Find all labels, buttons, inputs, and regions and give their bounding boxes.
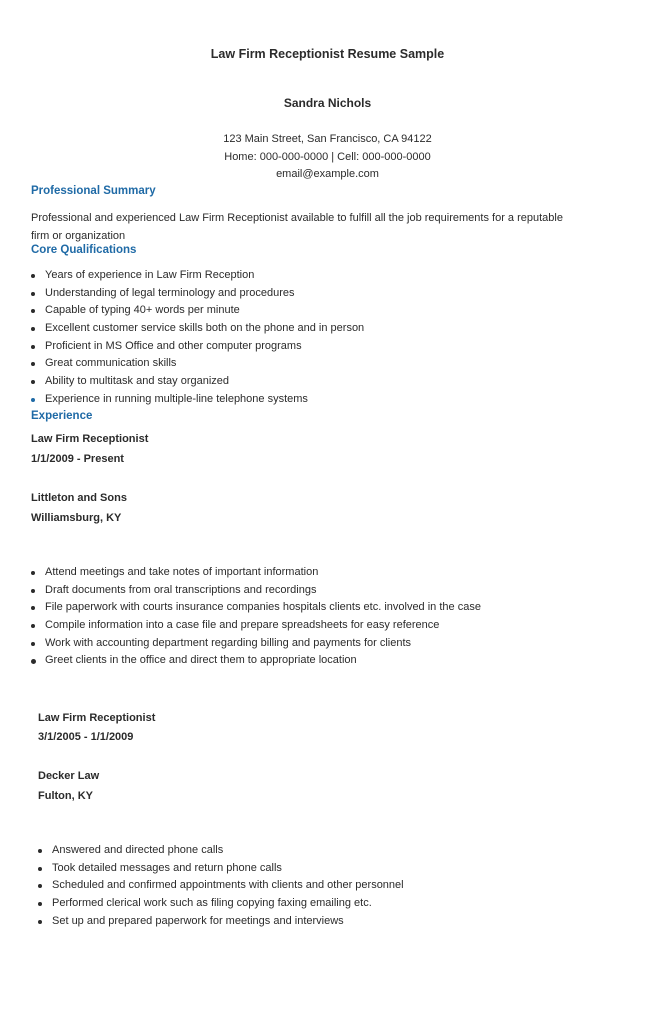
list-item-text: Draft documents from oral transcriptions and recordings (45, 583, 317, 596)
list-item-text: File paperwork with courts insurance companies hospitals clients etc. involved in the case (45, 601, 481, 614)
job-dates: 1/1/2009 - Present (31, 453, 124, 465)
qualifications-heading: Core Qualifications (31, 244, 137, 256)
candidate-name: Sandra Nichols (283, 96, 372, 110)
list-item-text: Experience in running multiple-line telephone systems (45, 392, 308, 405)
job-company: Littleton and Sons (31, 492, 127, 504)
list-item-text: Scheduled and confirmed appointments with clients and other personnel (52, 879, 404, 892)
list-item (38, 877, 404, 895)
bullet-icon (31, 624, 35, 628)
bullet-icon (31, 380, 35, 384)
summary-line: Professional and experienced Law Firm Receptionist available to fulfill all the job requirements for a reputable (31, 212, 563, 224)
bullet-icon (31, 327, 35, 331)
contact-address: 123 Main Street, San Francisco, CA 94122 (223, 133, 432, 145)
list-item-text: Performed clerical work such as filing copying faxing emailing etc. (52, 897, 372, 910)
bullet-icon (38, 867, 42, 871)
job-title: Law Firm Receptionist (31, 433, 149, 445)
list-item (31, 267, 364, 285)
list-item (31, 355, 364, 373)
list-item (31, 564, 481, 582)
experience-heading: Experience (31, 410, 93, 422)
list-item-text: Understanding of legal terminology and procedures (45, 286, 295, 299)
list-item (31, 617, 481, 635)
list-item (31, 635, 481, 653)
list-item-text: Greet clients in the office and direct them to appropriate location (45, 654, 357, 667)
document-title: Law Firm Receptionist Resume Sample (210, 47, 445, 61)
bullet-icon (31, 362, 35, 366)
list-item (31, 582, 481, 600)
list-item-text: Great communication skills (45, 357, 177, 370)
summary-heading: Professional Summary (31, 185, 156, 197)
bullet-icon (38, 849, 42, 853)
bullet-icon (31, 659, 36, 664)
list-item-text: Work with accounting department regarding billing and payments for clients (45, 636, 412, 649)
summary-line: firm or organization (31, 229, 126, 242)
bullet-icon (38, 920, 42, 924)
bullet-icon (31, 398, 35, 402)
bullet-icon (31, 292, 35, 296)
list-item (31, 599, 481, 617)
bullet-icon (31, 571, 35, 575)
job-duties-list (31, 564, 481, 670)
list-item (31, 338, 364, 356)
list-item-text: Answered and directed phone calls (52, 844, 224, 856)
list-item-text: Compile information into a case file and prepare spreadsheets for easy reference (45, 619, 440, 632)
list-item-text: Capable of typing 40+ words per minute (45, 304, 240, 317)
list-item-text: Attend meetings and take notes of important information (45, 566, 319, 578)
bullet-icon (31, 345, 35, 349)
list-item (38, 860, 404, 878)
job-duties-list (38, 842, 404, 930)
list-item (31, 320, 364, 338)
job-company: Decker Law (38, 770, 100, 782)
list-item (31, 302, 364, 320)
list-item-text: Took detailed messages and return phone calls (52, 861, 282, 874)
list-item (38, 895, 404, 913)
job-location: Williamsburg, KY (31, 512, 122, 524)
bullet-icon (31, 274, 35, 278)
list-item-text: Set up and prepared paperwork for meetings and interviews (52, 914, 344, 927)
list-item-text: Ability to multitask and stay organized (45, 375, 230, 388)
contact-email: email@example.com (276, 168, 379, 180)
list-item-text: Proficient in MS Office and other computer programs (45, 339, 302, 352)
bullet-icon (31, 642, 35, 646)
contact-phones: Home: 000-000-0000 | Cell: 000-000-0000 (224, 151, 431, 163)
bullet-icon (31, 606, 35, 610)
list-item-text: Years of experience in Law Firm Reception (45, 269, 255, 281)
job-location: Fulton, KY (38, 790, 93, 802)
bullet-icon (31, 309, 35, 313)
list-item (38, 913, 404, 931)
bullet-icon (31, 589, 35, 593)
job-title: Law Firm Receptionist (38, 712, 156, 724)
list-item (31, 652, 481, 670)
list-item (31, 373, 364, 391)
job-dates: 3/1/2005 - 1/1/2009 (38, 731, 134, 743)
list-item (38, 842, 404, 860)
list-item-text: Excellent customer service skills both on the phone and in person (45, 322, 365, 335)
summary-text (31, 210, 621, 245)
bullet-icon (38, 884, 42, 888)
bullet-icon (38, 902, 42, 906)
list-item (31, 285, 364, 303)
list-item (31, 391, 364, 409)
qualifications-list (31, 267, 364, 409)
